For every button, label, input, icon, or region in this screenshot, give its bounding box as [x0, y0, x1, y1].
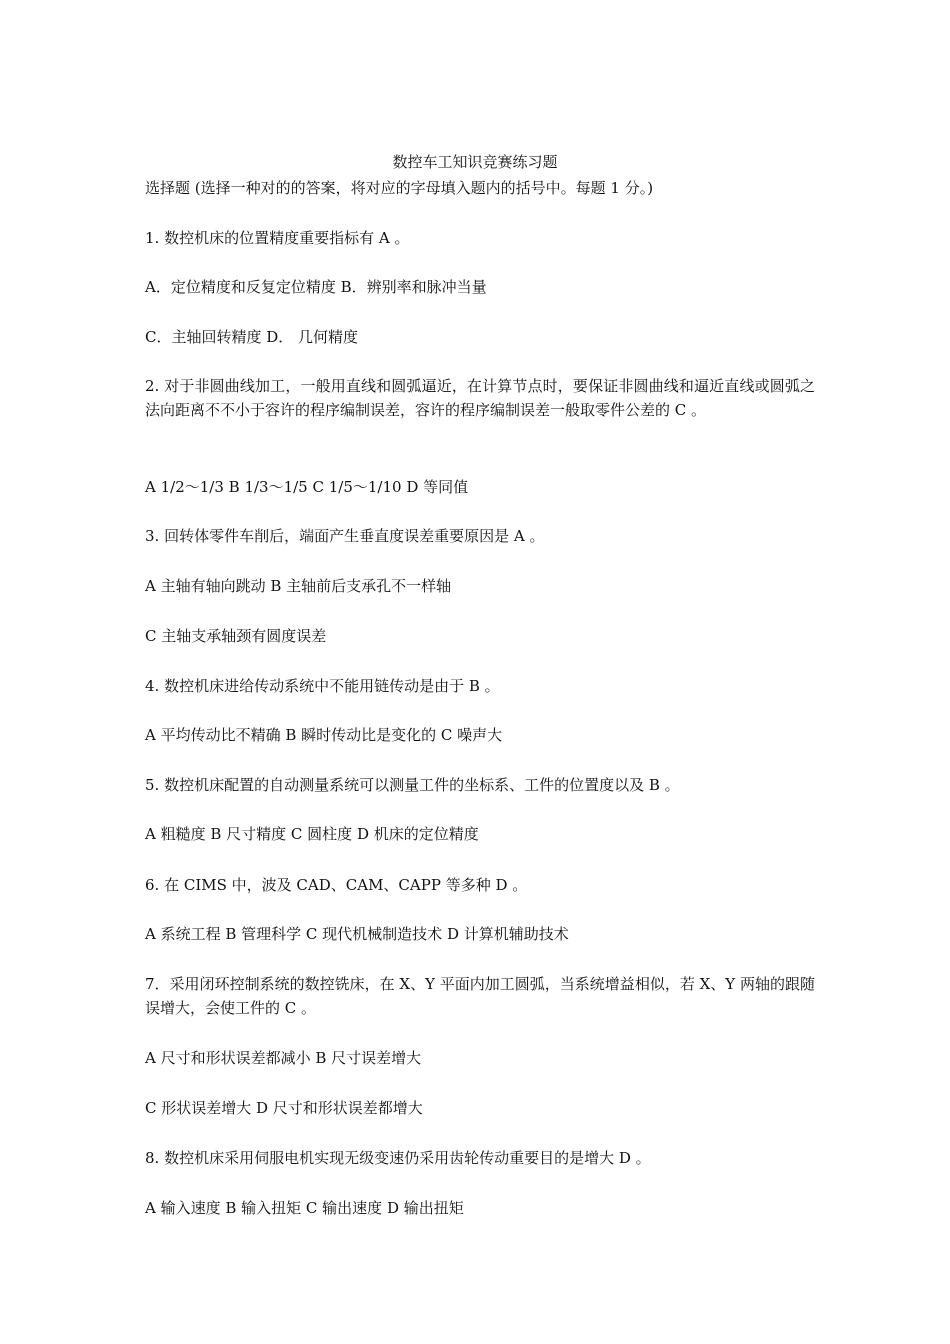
question-3: 3. 回转体零件车削后，端面产生垂直度误差重要原因是 A 。 — [145, 527, 545, 545]
question-3-options-ab: A 主轴有轴向跳动 B 主轴前后支承孔不一样轴 — [145, 577, 452, 595]
question-5: 5. 数控机床配置的自动测量系统可以测量工件的坐标系、工件的位置度以及 B 。 — [145, 776, 680, 794]
question-1-options-cd: C．主轴回转精度 D． 几何精度 — [145, 328, 359, 346]
question-5-options: A 粗糙度 B 尺寸精度 C 圆柱度 D 机床的定位精度 — [145, 825, 479, 843]
question-1: 1. 数控机床的位置精度重要指标有 A 。 — [145, 229, 410, 247]
question-1-options-ab: A．定位精度和反复定位精度 B．辨别率和脉冲当量 — [145, 278, 487, 296]
question-3-options-c: C 主轴支承轴颈有圆度误差 — [145, 627, 327, 645]
question-6: 6. 在 CIMS 中，波及 CAD、CAM、CAPP 等多种 D 。 — [145, 876, 528, 894]
question-4-options: A 平均传动比不精确 B 瞬时传动比是变化的 C 噪声大 — [145, 726, 503, 744]
question-2-options: A 1/2～1/3 B 1/3～1/5 C 1/5～1/10 D 等同值 — [145, 478, 469, 496]
question-7-options-ab: A 尺寸和形状误差都减小 B 尺寸误差增大 — [145, 1049, 422, 1067]
question-6-options: A 系统工程 B 管理科学 C 现代机械制造技术 D 计算机辅助技术 — [145, 925, 569, 943]
section-intro: 选择题 (选择一种对的的答案，将对应的字母填入题内的括号中。每题 1 分。) — [145, 179, 654, 197]
question-7: 7．采用闭环控制系统的数控铣床，在 X、Y 平面内加工圆弧，当系统增益相似，若 X、Y 两轴的跟随误增大，会使工件的 C 。 — [145, 975, 815, 1017]
question-8-options: A 输入速度 B 输入扭矩 C 输出速度 D 输出扭矩 — [145, 1199, 464, 1217]
document-title: 数控车工知识竞赛练习题 — [392, 153, 558, 171]
question-7-options-cd: C 形状误差增大 D 尺寸和形状误差都增大 — [145, 1099, 423, 1117]
question-8: 8. 数控机床采用伺服电机实现无级变速仍采用齿轮传动重要目的是增大 D 。 — [145, 1149, 651, 1167]
question-4: 4. 数控机床进给传动系统中不能用链传动是由于 B 。 — [145, 677, 500, 695]
question-2: 2. 对于非圆曲线加工，一般用直线和圆弧逼近，在计算节点时，要保证非圆曲线和逼近直线或圆弧之法向距离不不小于容许的程序编制误差，容许的程序编制误差一般取零件公差的 C 。 — [145, 377, 815, 419]
